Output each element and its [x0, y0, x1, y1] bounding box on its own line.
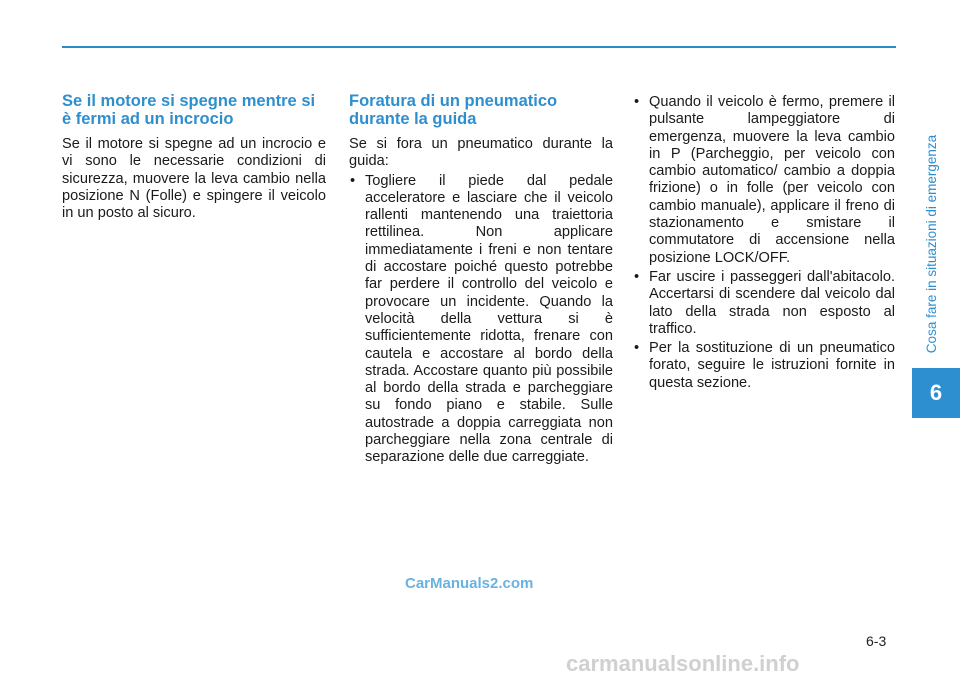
list-item: • Far uscire i passeggeri dall'abitacolo. Accertarsi di scendere dal veicolo dal lato della strada non esposto al traffico. [633, 269, 895, 338]
chapter-side-title-text: Cosa fare in situazioni di emergenza [924, 134, 939, 354]
column-2 [349, 92, 613, 469]
column-3 [633, 92, 895, 394]
watermark-text: CarManuals2.com [405, 575, 534, 592]
header-rule [62, 46, 896, 48]
chapter-tab [912, 368, 960, 418]
section-intro-flat-tire: Se si fora un pneumatico durante la guida: [349, 136, 613, 170]
chapter-number: 6 [929, 380, 943, 405]
flat-tire-steps-list-continued [633, 94, 895, 392]
section-body-engine-stall: Se il motore si spegne ad un incrocio e vi sono le necessarie condizioni di sicurezza, muovere la leva cambio nella posizione N (Folle) e spingere il veicolo in un posto al sicuro. [62, 136, 326, 222]
column-1 [62, 92, 326, 222]
list-item: • Togliere il piede dal pedale acceleratore e lasciare che il veicolo rallenti mantenendo una traiettoria rettilinea. Non applicare immediatamente i freni e non tentare di accostare poiché questo potrebbe far perdere il controllo del veicolo e provocare un incidente. Quando la velocità della vettura si è sufficientemente ridotta, frenare con cautela e accostare al bordo della strada. Accostare quanto più possibile al bordo della strada e parcheggiare su fondo piano e stabile. Sulle autostrade a doppia carreggiata non parcheggiare nella zona centrale di separazione delle due carreggiate. [349, 173, 613, 467]
flat-tire-steps-list [349, 173, 613, 467]
list-item: • Quando il veicolo è fermo, premere il pulsante lampeggiatore di emergenza, muovere la leva cambio in P (Parcheggio, per veicolo con cambio automatico/ cambio a doppia frizione) o in folle (per veicolo con cambio manuale), applicare il freno di stazionamento e smistare il commutatore di accensione nella posizione LOCK/OFF. [633, 94, 895, 267]
section-heading-flat-tire: Foratura di un pneumatico durante la guida [349, 92, 558, 128]
list-item: • Per la sostituzione di un pneumatico forato, seguire le istruzioni fornite in questa sezione. [633, 340, 895, 392]
chapter-side-title [922, 124, 942, 364]
section-heading-engine-stall: Se il motore si spegne mentre si è fermi ad un incrocio [62, 92, 316, 128]
footer-watermark: carmanualsonline.info [566, 651, 800, 676]
page-number: 6-3 [866, 633, 887, 649]
